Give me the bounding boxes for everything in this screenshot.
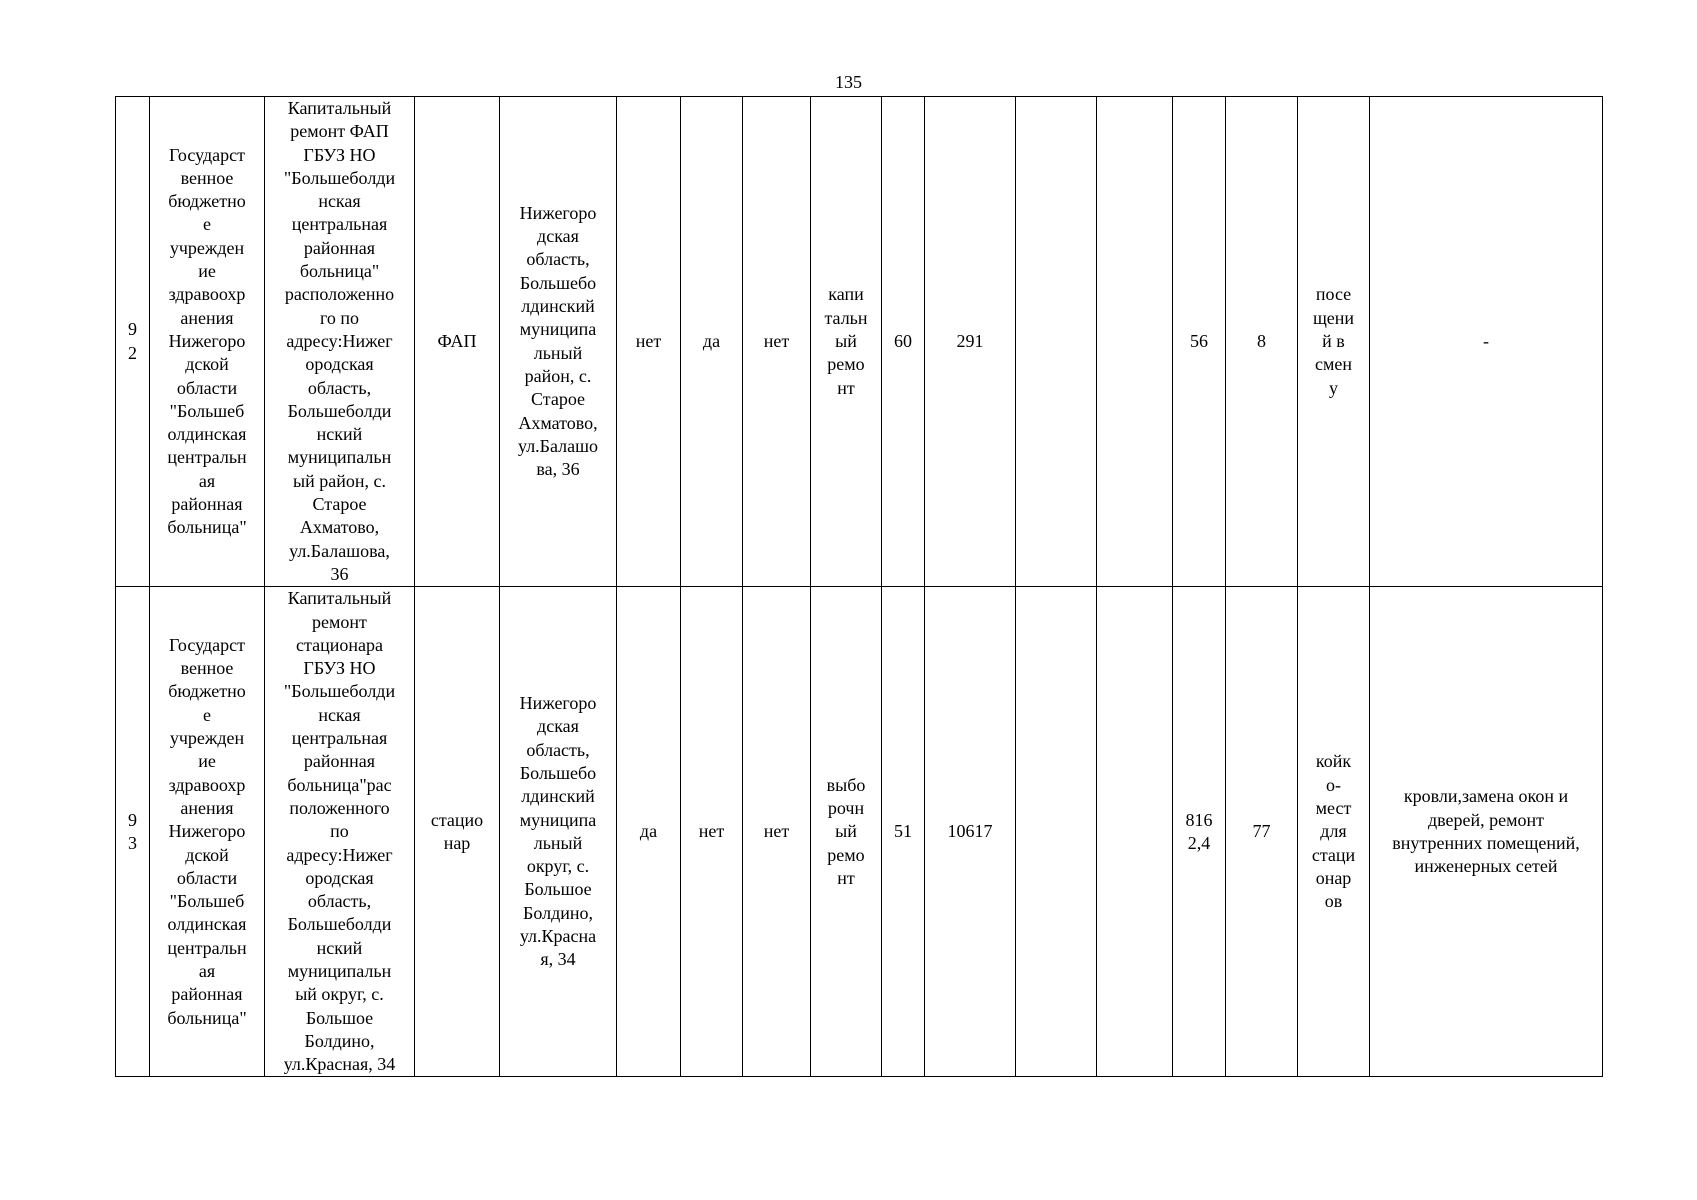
flag-cell-3: нет xyxy=(743,587,811,1077)
work-type-cell: выбо рочн ый ремо нт xyxy=(811,587,882,1077)
institution-cell: Государст венное бюджетно е учрежден ие здравоохр анения Нижегоро дской области "Большеб олдинская центральн ая районная больница" xyxy=(150,97,265,587)
capacity-cell: 8 xyxy=(1226,97,1298,587)
capacity-unit-cell: посе щени й в смен у xyxy=(1298,97,1370,587)
value-cell-1: 51 xyxy=(882,587,925,1077)
value-cell-5: 56 xyxy=(1173,97,1226,587)
flag-cell-2: нет xyxy=(681,587,743,1077)
work-type-cell: капи тальн ый ремо нт xyxy=(811,97,882,587)
notes-cell: - xyxy=(1370,97,1603,587)
value-cell-5: 816 2,4 xyxy=(1173,587,1226,1077)
value-cell-3 xyxy=(1016,587,1097,1077)
data-table xyxy=(115,96,1603,1077)
capacity-cell: 77 xyxy=(1226,587,1298,1077)
value-cell-4 xyxy=(1097,587,1173,1077)
flag-cell-2: да xyxy=(681,97,743,587)
object-type-cell: стацио нар xyxy=(415,587,500,1077)
value-cell-2: 10617 xyxy=(925,587,1016,1077)
flag-cell-3: нет xyxy=(743,97,811,587)
row-number-cell: 9 2 xyxy=(116,97,150,587)
institution-cell: Государст венное бюджетно е учрежден ие здравоохр анения Нижегоро дской области "Большеб олдинская центральн ая районная больница" xyxy=(150,587,265,1077)
capacity-unit-cell: койк о- мест для стаци онар ов xyxy=(1298,587,1370,1077)
object-name-cell: Капитальный ремонт стационара ГБУЗ НО "Большеболди нская центральная районная больница"рас положенного по адресу:Нижег ородская область, Большеболди нский муниципальн ый округ, с. Большое Болдино, ул.Красная, 34 xyxy=(265,587,415,1077)
table-row xyxy=(116,587,1603,1077)
value-cell-1: 60 xyxy=(882,97,925,587)
address-cell: Нижегоро дская область, Большебо лдинский муниципа льный район, с. Старое Ахматово, ул.Балашо ва, 36 xyxy=(500,97,617,587)
value-cell-2: 291 xyxy=(925,97,1016,587)
flag-cell-1: нет xyxy=(617,97,681,587)
object-type-cell: ФАП xyxy=(415,97,500,587)
table-row xyxy=(116,97,1603,587)
address-cell: Нижегоро дская область, Большебо лдинский муниципа льный округ, с. Большое Болдино, ул.Красна я, 34 xyxy=(500,587,617,1077)
object-name-cell: Капитальный ремонт ФАП ГБУЗ НО "Большеболди нская центральная районная больница" расположенно го по адресу:Нижег ородская область, Большеболди нский муниципальн ый район, с. Старое Ахматово, ул.Балашова, 36 xyxy=(265,97,415,587)
value-cell-4 xyxy=(1097,97,1173,587)
row-number-cell: 9 3 xyxy=(116,587,150,1077)
flag-cell-1: да xyxy=(617,587,681,1077)
notes-cell: кровли,замена окон и дверей, ремонт внутренних помещений, инженерных сетей xyxy=(1370,587,1603,1077)
value-cell-3 xyxy=(1016,97,1097,587)
page-number: 135 xyxy=(835,72,862,92)
